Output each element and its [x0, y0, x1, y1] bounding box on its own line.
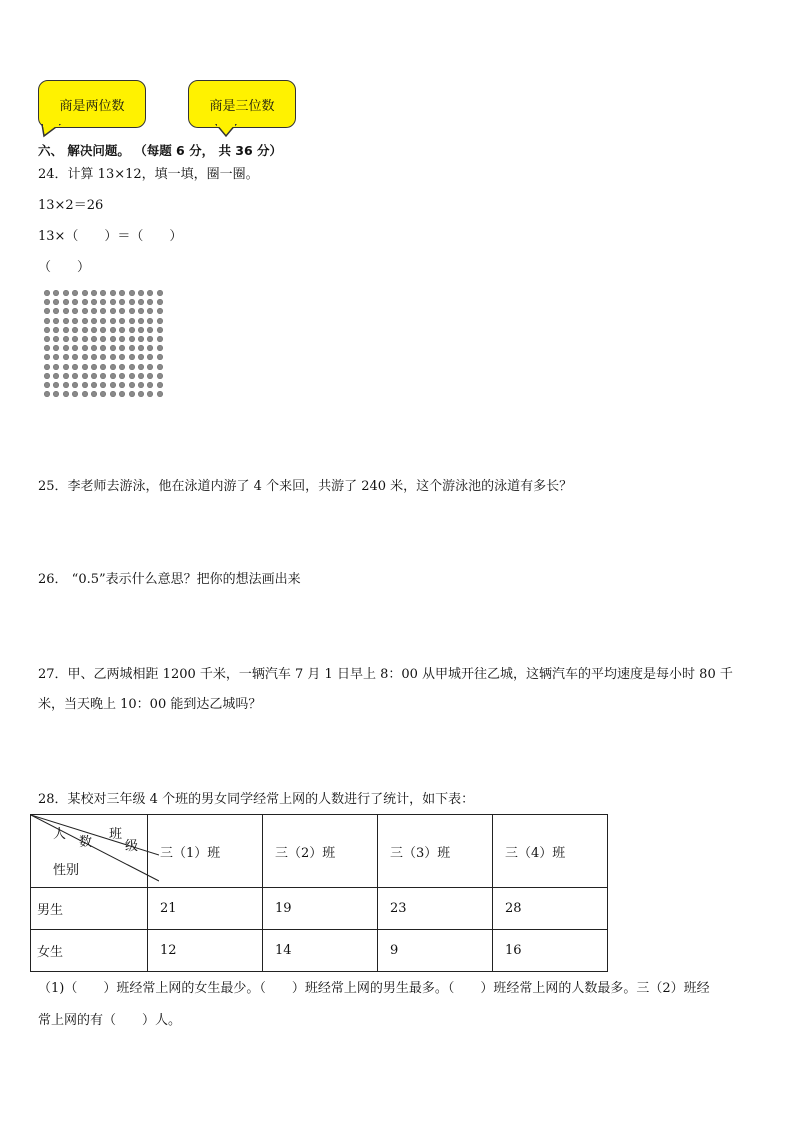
grid-dot: [129, 318, 135, 324]
grid-dot: [82, 373, 88, 379]
grid-dot: [100, 336, 106, 342]
row-label-boys: 男生: [31, 888, 148, 930]
grid-dot: [110, 318, 116, 324]
grid-dot: [91, 308, 97, 314]
grid-dot: [44, 345, 50, 351]
grid-dot: [119, 391, 125, 397]
grid-dot: [138, 345, 144, 351]
q28-answer-line1: （1)（ ）班经常上网的女生最少。（ ）班经常上网的男生最多。（ ）班经常上网的人数最多。三（2）班经: [38, 981, 710, 996]
grid-dot: [53, 345, 59, 351]
grid-dot: [72, 318, 78, 324]
q26-prompt: 26． “0.5”表示什么意思？把你的想法画出来: [38, 572, 301, 587]
grid-dot: [119, 364, 125, 370]
grid-dot: [44, 308, 50, 314]
grid-dot: [129, 354, 135, 360]
q27-line2: 米，当天晚上 10：00 能到达乙城吗？: [38, 697, 262, 712]
grid-dot: [157, 382, 163, 388]
grid-dot: [110, 308, 116, 314]
grid-dot: [119, 290, 125, 296]
bubble-two-digit-label: 商是两位数: [59, 98, 125, 114]
grid-dot: [129, 327, 135, 333]
q27-line1: 27．甲、乙两城相距 1200 千米，一辆汽车 7 月 1 日早上 8：00 从甲城开往乙城，这辆汽车的平均速度是每小时 80 千: [38, 667, 733, 682]
grid-dot: [82, 336, 88, 342]
grid-dot: [157, 345, 163, 351]
grid-dot: [82, 364, 88, 370]
grid-dot: [63, 391, 69, 397]
grid-dot: [110, 382, 116, 388]
diagonal-header-cell: [31, 815, 148, 888]
table-header-row: [31, 815, 608, 888]
grid-dot: [72, 290, 78, 296]
bubble-three-digit: [188, 80, 296, 128]
q24-line2: 13×（ ）＝（ ）: [38, 229, 183, 244]
grid-dot: [44, 391, 50, 397]
bubble-two-digit: [38, 80, 146, 128]
grid-dot: [138, 290, 144, 296]
grid-dot: [129, 373, 135, 379]
grid-dot: [82, 308, 88, 314]
grid-dot: [119, 354, 125, 360]
grid-dot: [44, 354, 50, 360]
table-row: [31, 930, 608, 972]
grid-dot: [44, 318, 50, 324]
grid-dot: [72, 327, 78, 333]
grid-dot: [147, 336, 153, 342]
grid-dot: [110, 345, 116, 351]
table-row: [31, 888, 608, 930]
bubble-three-digit-tail: [214, 124, 240, 138]
grid-dot: [147, 364, 153, 370]
grid-dot: [82, 318, 88, 324]
col-header-4: 三（4）班: [493, 815, 608, 888]
grid-dot: [100, 382, 106, 388]
grid-dot: [63, 327, 69, 333]
grid-dot: [147, 327, 153, 333]
grid-dot: [129, 364, 135, 370]
grid-dot: [44, 299, 50, 305]
grid-dot: [100, 391, 106, 397]
grid-dot: [100, 327, 106, 333]
cell-boys-3: 23: [378, 888, 493, 930]
grid-dot: [129, 308, 135, 314]
grid-dot: [91, 290, 97, 296]
grid-dot: [82, 382, 88, 388]
grid-dot: [91, 391, 97, 397]
grid-dot: [129, 299, 135, 305]
grid-dot: [82, 391, 88, 397]
grid-dot: [138, 327, 144, 333]
grid-dot: [147, 345, 153, 351]
grid-dot: [44, 373, 50, 379]
grid-dot: [119, 327, 125, 333]
grid-dot: [100, 345, 106, 351]
row-label-girls: 女生: [31, 930, 148, 972]
q24-line1: 13×2＝26: [38, 198, 104, 213]
grid-dot: [53, 382, 59, 388]
grid-dot: [72, 364, 78, 370]
grid-dot: [157, 336, 163, 342]
grid-dot: [82, 299, 88, 305]
grid-dot: [110, 364, 116, 370]
grid-dot: [138, 364, 144, 370]
dot-grid-image: [44, 290, 168, 402]
cell-girls-2: 14: [263, 930, 378, 972]
grid-dot: [63, 308, 69, 314]
grid-dot: [119, 318, 125, 324]
grid-dot: [72, 345, 78, 351]
grid-dot: [91, 354, 97, 360]
grid-dot: [100, 354, 106, 360]
grid-dot: [91, 345, 97, 351]
grid-dot: [53, 336, 59, 342]
grid-dot: [157, 364, 163, 370]
grid-dot: [100, 308, 106, 314]
grid-dot: [138, 336, 144, 342]
grid-dot: [110, 299, 116, 305]
stats-table: [30, 814, 608, 972]
grid-dot: [72, 373, 78, 379]
grid-dot: [119, 345, 125, 351]
diag-gender: 性别: [53, 863, 80, 878]
grid-dot: [157, 373, 163, 379]
grid-dot: [44, 336, 50, 342]
grid-dot: [147, 354, 153, 360]
cell-boys-2: 19: [263, 888, 378, 930]
grid-dot: [110, 373, 116, 379]
diag-people: 人: [53, 827, 67, 842]
grid-dot: [100, 364, 106, 370]
grid-dot: [91, 336, 97, 342]
grid-dot: [110, 391, 116, 397]
grid-dot: [53, 318, 59, 324]
grid-dot: [147, 382, 153, 388]
grid-dot: [72, 336, 78, 342]
grid-dot: [91, 364, 97, 370]
grid-dot: [138, 299, 144, 305]
grid-dot: [44, 364, 50, 370]
grid-dot: [147, 290, 153, 296]
grid-dot: [119, 299, 125, 305]
grid-dot: [119, 382, 125, 388]
grid-dot: [110, 327, 116, 333]
grid-dot: [72, 354, 78, 360]
col-header-3: 三（3）班: [378, 815, 493, 888]
grid-dot: [147, 318, 153, 324]
grid-dot: [110, 336, 116, 342]
grid-dot: [63, 299, 69, 305]
grid-dot: [138, 391, 144, 397]
grid-dot: [63, 318, 69, 324]
grid-dot: [157, 290, 163, 296]
grid-dot: [138, 382, 144, 388]
grid-dot: [63, 290, 69, 296]
grid-dot: [147, 299, 153, 305]
grid-dot: [157, 318, 163, 324]
grid-dot: [138, 318, 144, 324]
grid-dot: [63, 354, 69, 360]
grid-dot: [53, 290, 59, 296]
q28-prompt: 28．某校对三年级 4 个班的男女同学经常上网的人数进行了统计，如下表：: [38, 792, 475, 807]
grid-dot: [147, 308, 153, 314]
grid-dot: [72, 299, 78, 305]
grid-dot: [157, 391, 163, 397]
cell-girls-3: 9: [378, 930, 493, 972]
grid-dot: [82, 345, 88, 351]
grid-dot: [157, 327, 163, 333]
grid-dot: [63, 336, 69, 342]
col-header-1: 三（1）班: [148, 815, 263, 888]
grid-dot: [72, 391, 78, 397]
grid-dot: [63, 345, 69, 351]
grid-dot: [129, 382, 135, 388]
grid-dot: [53, 354, 59, 360]
grid-dot: [91, 318, 97, 324]
grid-dot: [82, 327, 88, 333]
grid-dot: [53, 327, 59, 333]
grid-dot: [138, 308, 144, 314]
q25-prompt: 25．李老师去游泳，他在泳道内游了 4 个来回，共游了 240 米，这个游泳池的泳道有多长？: [38, 479, 573, 494]
grid-dot: [82, 290, 88, 296]
cell-girls-1: 12: [148, 930, 263, 972]
grid-dot: [129, 345, 135, 351]
grid-dot: [100, 318, 106, 324]
grid-dot: [91, 299, 97, 305]
grid-dot: [129, 290, 135, 296]
grid-dot: [110, 290, 116, 296]
grid-dot: [100, 373, 106, 379]
grid-dot: [129, 391, 135, 397]
grid-dot: [91, 382, 97, 388]
section-title: 六、 解决问题。 （每题 6 分， 共 36 分）: [38, 143, 283, 158]
grid-dot: [82, 354, 88, 360]
q24-line3: （ ）: [38, 260, 91, 275]
grid-dot: [44, 290, 50, 296]
grid-dot: [63, 373, 69, 379]
grid-dot: [147, 373, 153, 379]
grid-dot: [53, 364, 59, 370]
grid-dot: [147, 391, 153, 397]
grid-dot: [119, 373, 125, 379]
grid-dot: [53, 299, 59, 305]
diag-count: 数: [79, 835, 93, 850]
grid-dot: [53, 308, 59, 314]
grid-dot: [110, 354, 116, 360]
bubble-three-digit-label: 商是三位数: [209, 98, 275, 114]
q28-answer-line2: 常上网的有（ ）人。: [38, 1013, 182, 1028]
grid-dot: [119, 308, 125, 314]
grid-dot: [44, 382, 50, 388]
grid-dot: [138, 354, 144, 360]
grid-dot: [157, 308, 163, 314]
bubble-two-digit-tail: [40, 124, 64, 138]
grid-dot: [138, 373, 144, 379]
diagonal-lines: [31, 815, 159, 887]
grid-dot: [157, 299, 163, 305]
grid-dot: [91, 373, 97, 379]
grid-dot: [129, 336, 135, 342]
grid-dot: [91, 327, 97, 333]
grid-dot: [72, 382, 78, 388]
diag-class2: 级: [125, 839, 139, 854]
grid-dot: [63, 382, 69, 388]
grid-dot: [53, 373, 59, 379]
grid-dot: [53, 391, 59, 397]
cell-boys-1: 21: [148, 888, 263, 930]
grid-dot: [44, 327, 50, 333]
q24-prompt: 24．计算 13×12，填一填，圈一圈。: [38, 167, 259, 182]
grid-dot: [119, 336, 125, 342]
grid-dot: [157, 354, 163, 360]
cell-girls-4: 16: [493, 930, 608, 972]
cell-boys-4: 28: [493, 888, 608, 930]
grid-dot: [100, 299, 106, 305]
grid-dot: [63, 364, 69, 370]
col-header-2: 三（2）班: [263, 815, 378, 888]
grid-dot: [100, 290, 106, 296]
grid-dot: [72, 308, 78, 314]
diag-class1: 班: [109, 827, 123, 842]
